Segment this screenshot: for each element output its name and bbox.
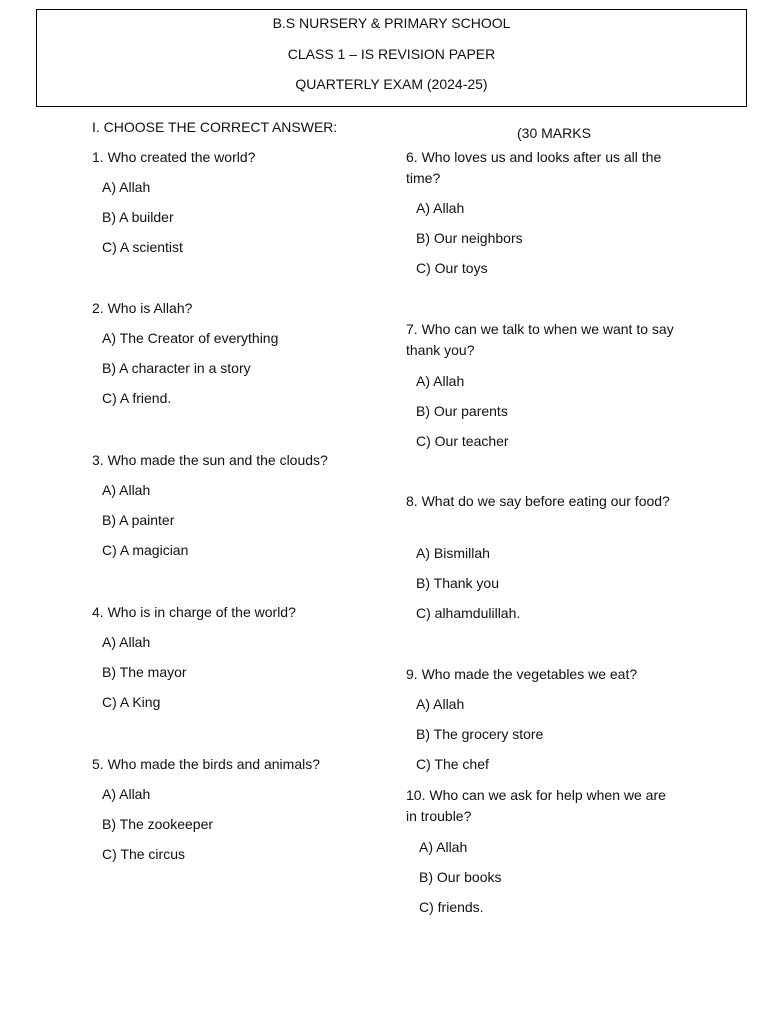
- question-text: 6. Who loves us and looks after us all the time?: [406, 149, 662, 186]
- question-text: 5. Who made the birds and animals?: [92, 756, 321, 772]
- question-7: [406, 319, 676, 449]
- question-6: [406, 147, 676, 276]
- question-text: 9. Who made the vegetables we eat?: [406, 666, 638, 682]
- option-a: A) Allah: [102, 482, 151, 498]
- exam-title: QUARTERLY EXAM (2024-25): [295, 76, 488, 92]
- option-c: C) The circus: [102, 846, 185, 862]
- question-text: 4. Who is in charge of the world?: [92, 604, 296, 620]
- option-a: A) Allah: [416, 373, 465, 389]
- class-title: CLASS 1 – IS REVISION PAPER: [287, 46, 496, 62]
- question-text: 1. Who created the world?: [92, 149, 256, 165]
- question-2: [92, 298, 382, 406]
- question-1: [92, 147, 382, 255]
- option-b: B) The grocery store: [416, 726, 544, 742]
- question-text: 10. Who can we ask for help when we are in trouble?: [406, 787, 666, 824]
- option-b: B) A character in a story: [102, 360, 251, 376]
- option-c: C) friends.: [419, 899, 484, 915]
- question-text: 2. Who is Allah?: [92, 300, 193, 316]
- question-9: [406, 664, 676, 772]
- option-c: C) A friend.: [102, 390, 172, 406]
- option-a: A) Allah: [102, 179, 151, 195]
- option-a: A) Allah: [416, 696, 465, 712]
- question-text: 3. Who made the sun and the clouds?: [92, 452, 328, 468]
- option-b: B) A painter: [102, 512, 175, 528]
- marks-label: (30 MARKS: [517, 125, 591, 141]
- option-b: B) Thank you: [416, 575, 500, 591]
- question-5: [92, 754, 382, 862]
- option-b: B) A builder: [102, 209, 174, 225]
- option-b: B) Our neighbors: [416, 230, 523, 246]
- school-name: B.S NURSERY & PRIMARY SCHOOL: [272, 15, 511, 31]
- section-title: I. CHOOSE THE CORRECT ANSWER:: [92, 119, 338, 135]
- option-a: A) The Creator of everything: [102, 330, 279, 346]
- option-a: A) Allah: [102, 634, 151, 650]
- option-a: A) Allah: [102, 786, 151, 802]
- option-a: A) Allah: [419, 839, 468, 855]
- question-10: [406, 785, 676, 915]
- option-c: C) alhamdulillah.: [416, 605, 521, 621]
- option-c: C) A magician: [102, 542, 189, 558]
- option-c: C) Our teacher: [416, 433, 509, 449]
- option-c: C) The chef: [416, 756, 489, 772]
- question-text: 7. Who can we talk to when we want to say thank you?: [406, 321, 674, 358]
- option-c: C) A King: [102, 694, 161, 710]
- option-c: C) Our toys: [416, 260, 488, 276]
- option-a: A) Bismillah: [416, 545, 490, 561]
- question-3: [92, 450, 382, 558]
- question-4: [92, 602, 382, 710]
- option-b: B) Our books: [419, 869, 502, 885]
- option-c: C) A scientist: [102, 239, 183, 255]
- question-8: [406, 491, 676, 621]
- exam-header-box: [36, 9, 747, 107]
- option-b: B) Our parents: [416, 403, 508, 419]
- option-b: B) The zookeeper: [102, 816, 214, 832]
- option-b: B) The mayor: [102, 664, 187, 680]
- option-a: A) Allah: [416, 200, 465, 216]
- question-text: 8. What do we say before eating our food?: [406, 493, 670, 509]
